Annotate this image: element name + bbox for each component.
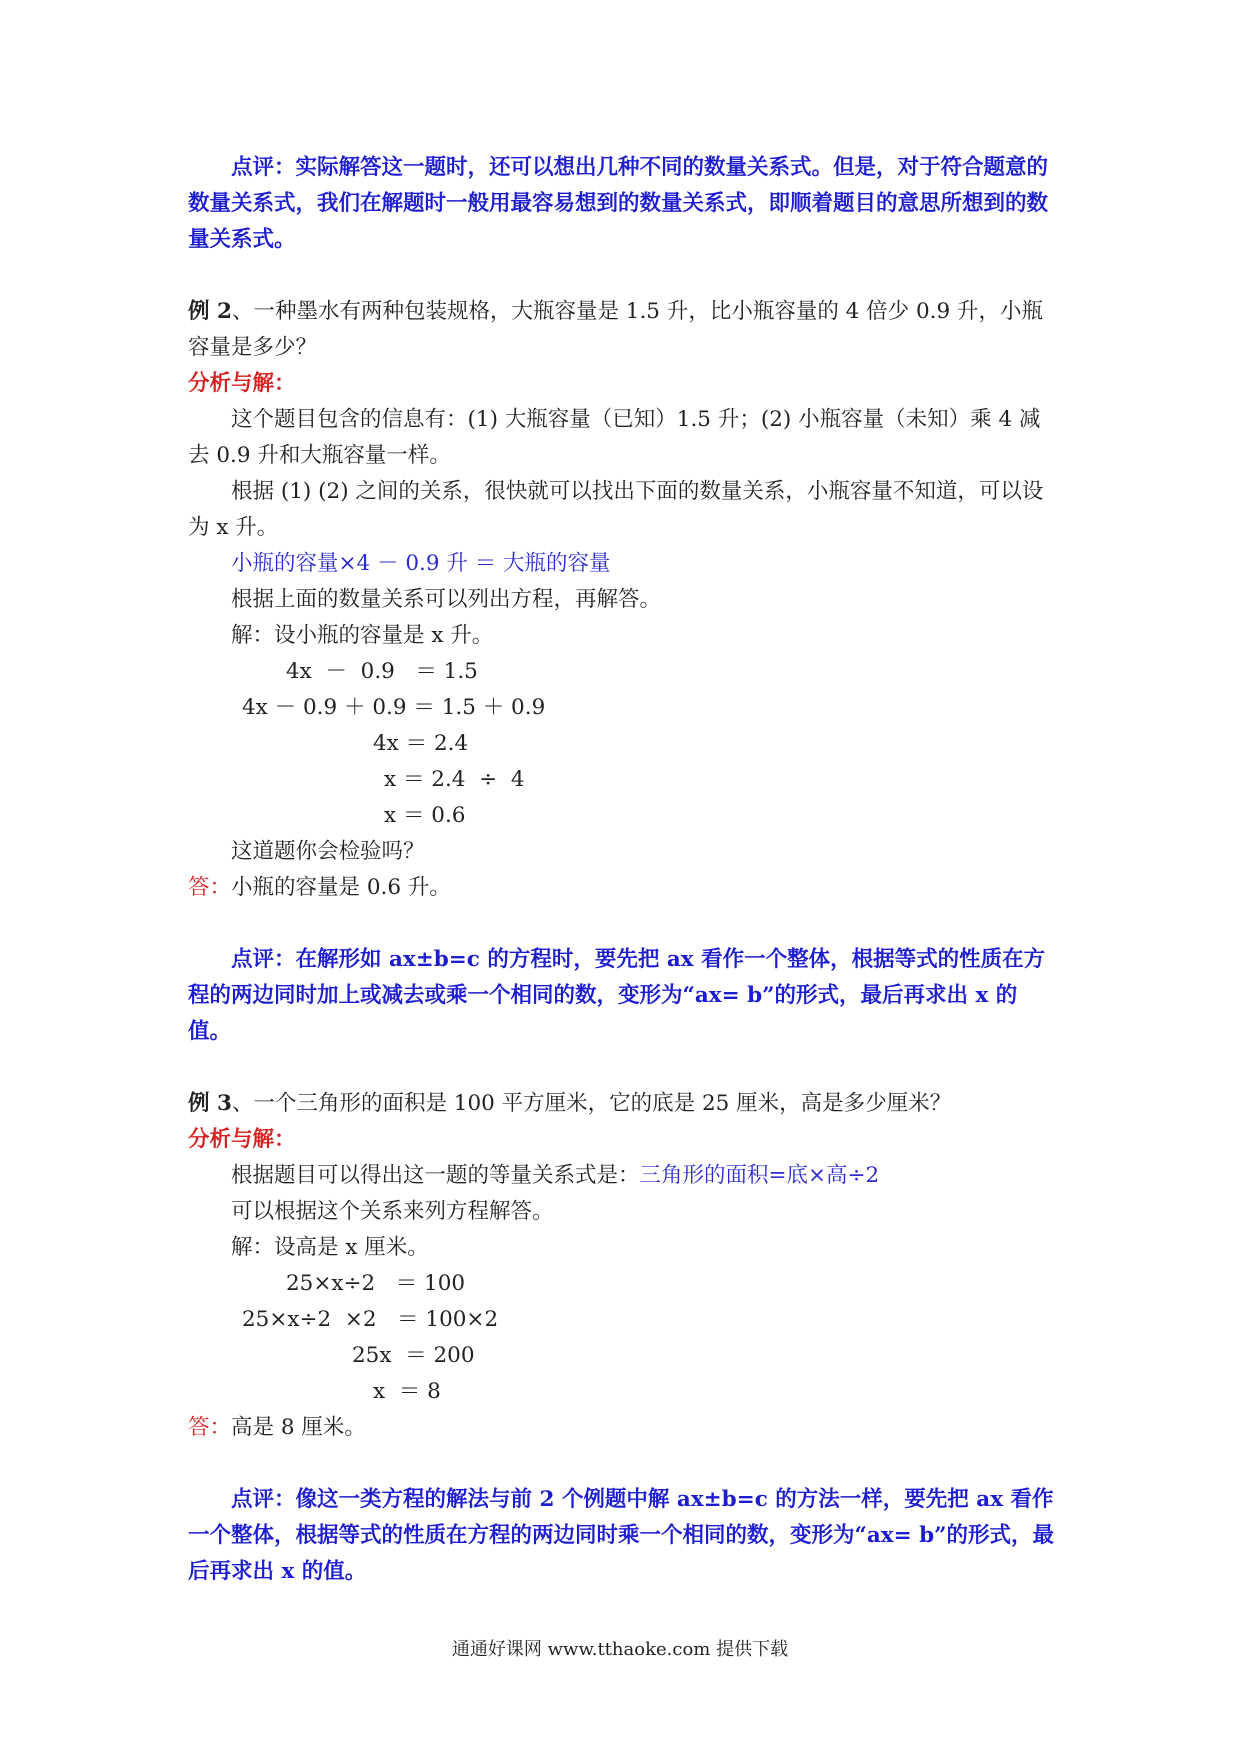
example-3-step-1: 25×x÷2 ＝ 100 [286,1271,466,1296]
example-2-step-3: 4x ＝ 2.4 [373,731,469,756]
example-2-check: 这道题你会检验吗？ [231,839,425,864]
example-3-answer [188,1410,1058,1446]
example-3-step-4: x ＝ 8 [373,1379,441,1404]
example-2-question [188,294,1058,366]
example-3-answer-label: 答： [188,1415,232,1440]
example-2-answer-label: 答： [188,875,232,900]
example-2-step-2: 4x － 0.9 ＋ 0.9 ＝ 1.5 ＋ 0.9 [242,695,546,720]
page-footer: 通通好课网 www.tthaoke.com 提供下载 [451,1639,789,1660]
example-3-let: 解：设高是 x 厘米。 [231,1235,429,1260]
example-3-answer-text: 高是 8 厘米。 [231,1415,366,1440]
example-2-method: 根据上面的数量关系可以列出方程，再解答。 [231,587,662,612]
example-3-step-2: 25×x÷2 ×2 ＝ 100×2 [242,1307,499,1332]
example-2-info: 这个题目包含的信息有：(1) 大瓶容量（已知）1.5 升；(2) 小瓶容量（未知）乘 4 减去 0.9 升和大瓶容量一样。 [188,407,1041,468]
example-2-analysis-heading: 分析与解： [188,371,296,396]
review-paragraph-2: 点评：在解形如 ax±b=c 的方程时，要先把 ax 看作一个整体，根据等式的性质在方程的两边同时加上或减去或乘一个相同的数，变形为“ax= b”的形式，最后再求出 x 的值。 [188,947,1046,1044]
review-paragraph-3: 点评：像这一类方程的解法与前 2 个例题中解 ax±b=c 的方法一样，要先把 ax 看作一个整体，根据等式的性质在方程的两边同时乘一个相同的数，变形为“ax= b”的形式，最后再求出 x 的值。 [188,1487,1055,1584]
example-3-method: 可以根据这个关系来列方程解答。 [231,1199,554,1224]
example-2-question-text: 、一种墨水有两种包装规格，大瓶容量是 1.5 升，比小瓶容量的 4 倍少 0.9 升，小瓶容量是多少？ [188,299,1044,360]
example-2-step-1: 4x － 0.9 ＝ 1.5 [286,659,478,684]
example-3-label: 例 3 [188,1091,232,1116]
example-3-step-3: 25x ＝ 200 [352,1343,475,1368]
example-3-question [188,1086,1058,1122]
document-body [188,150,1058,1590]
example-2-label: 例 2 [188,299,232,324]
example-3-relation-intro: 根据题目可以得出这一题的等量关系式是： [231,1163,640,1188]
example-2-relation: 小瓶的容量×4 － 0.9 升 ＝ 大瓶的容量 [231,551,611,576]
example-3-question-text: 、一个三角形的面积是 100 平方厘米，它的底是 25 厘米，高是多少厘米？ [231,1091,952,1116]
review-paragraph-1: 点评：实际解答这一题时，还可以想出几种不同的数量关系式。但是，对于符合题意的数量关系式，我们在解题时一般用最容易想到的数量关系式，即顺着题目的意思所想到的数量关系式。 [188,155,1049,252]
example-3-relation: 三角形的面积=底×高÷2 [639,1163,880,1188]
example-2-relation-intro: 根据 (1) (2) 之间的关系，很快就可以找出下面的数量关系，小瓶容量不知道，可以设为 x 升。 [188,479,1044,540]
example-2-step-5: x ＝ 0.6 [384,803,466,828]
example-2-let: 解：设小瓶的容量是 x 升。 [231,623,494,648]
example-2-step-4: x ＝ 2.4 ÷ 4 [384,767,525,792]
example-3-analysis-heading: 分析与解： [188,1127,296,1152]
example-2-answer [188,870,1058,906]
example-3-relation-line [188,1158,1058,1194]
example-2-answer-text: 小瓶的容量是 0.6 升。 [231,875,451,900]
